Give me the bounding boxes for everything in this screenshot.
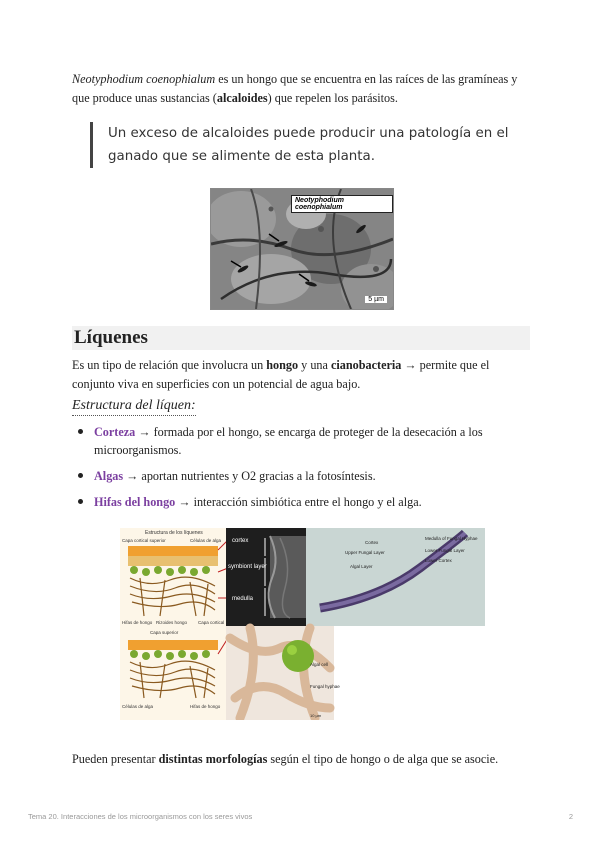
blockquote: Un exceso de alcaloides puede producir una patología en el ganado que se alimente de esta planta. [90, 122, 548, 168]
list-text: → formada por el hongo, se encarga de proteger de la desecación a los microorganismos. [94, 425, 483, 457]
intro-text: es un hongo que se encuentra en las raíces de las gramíneas y que produce unas sustancias ( [72, 72, 518, 105]
list-item [78, 493, 518, 511]
closing-text-1: Pueden presentar [72, 752, 159, 766]
bottom-label: Algal cell [310, 662, 329, 667]
footer-title: Tema 20. Interacciones de los microorganismos con los seres vivos [28, 812, 253, 821]
morphologies-term: distintas morfologías [158, 752, 268, 766]
lichen-structure-figure [120, 528, 485, 720]
fungus-term: hongo [266, 358, 299, 372]
micro-label: Upper Fungal Layer [345, 550, 385, 555]
bullet-icon [78, 429, 83, 434]
fig-label: Hifas de hongo [190, 704, 221, 709]
alkaloids-term: alcaloides [216, 91, 268, 105]
fig-label: Rizoides hongo [156, 620, 188, 625]
lichen-definition [72, 356, 528, 394]
list-item [78, 467, 518, 485]
closing-paragraph [72, 750, 532, 769]
micro-label: Lower Cortex [425, 558, 452, 563]
bullet-icon [78, 473, 83, 478]
micro-label: Cortex [365, 540, 379, 545]
intro-paragraph [72, 70, 532, 108]
micro-label: Lower Fungal Layer [425, 548, 465, 553]
list-text: → aportan nutrientes y O2 gracias a la fotosíntesis. [123, 469, 376, 483]
sem-label: cortex [232, 538, 249, 544]
fig-label: Capa superior [150, 630, 179, 635]
sem-label: medulla [232, 596, 254, 602]
list-term: Algas [94, 469, 124, 483]
list-term: Hifas del hongo [94, 495, 176, 509]
micrograph-neotyphodium [210, 188, 394, 310]
lichen-composite-image [120, 528, 485, 720]
list-term: Corteza [94, 425, 136, 439]
page-number: 2 [568, 812, 573, 821]
micro-label: Medulla of Fungal Hyphae [425, 536, 478, 541]
structure-subheading: Estructura del líquen: [72, 397, 196, 416]
list-text: → interacción simbiótica entre el hongo y el alga. [175, 495, 422, 509]
intro-text-end: ) que repelen los parásitos. [267, 91, 398, 105]
micro-label: Algal Layer [350, 564, 373, 569]
def-text-2: y una [298, 358, 331, 372]
fig-label: Hifas de hongo [122, 620, 153, 625]
fig-label: Células de alga [122, 704, 154, 709]
cyanobacteria-term: cianobacteria [330, 358, 402, 372]
bullet-icon [78, 499, 83, 504]
bottom-label: Fungal hyphae [310, 684, 340, 689]
def-text-3: → permite que el conjunto viva en superficies con un potencial de agua bajo. [72, 358, 490, 391]
def-text-1: Es un tipo de relación que involucra un [72, 358, 267, 372]
fig-label: Capa cortical superior [122, 538, 166, 543]
organism-name: Neotyphodium coenophialum [72, 72, 216, 86]
panel-title: Estructura de los líquenes [145, 530, 203, 536]
closing-text-2: según el tipo de hongo o de alga que se asocie. [267, 752, 499, 766]
sem-label: symbiont layer [228, 564, 267, 570]
section-heading: Líquenes [72, 326, 530, 350]
bottom-scale: 10 µm [310, 713, 322, 718]
scale-bar-label: 5 µm [365, 296, 387, 303]
micrograph-label: Neotyphodium coenophialum [291, 195, 393, 213]
fig-label: Capa cortical [198, 620, 225, 625]
fig-label: Células de alga [190, 538, 222, 543]
page-footer [28, 812, 573, 821]
list-item [78, 423, 518, 459]
structure-list [78, 423, 518, 519]
